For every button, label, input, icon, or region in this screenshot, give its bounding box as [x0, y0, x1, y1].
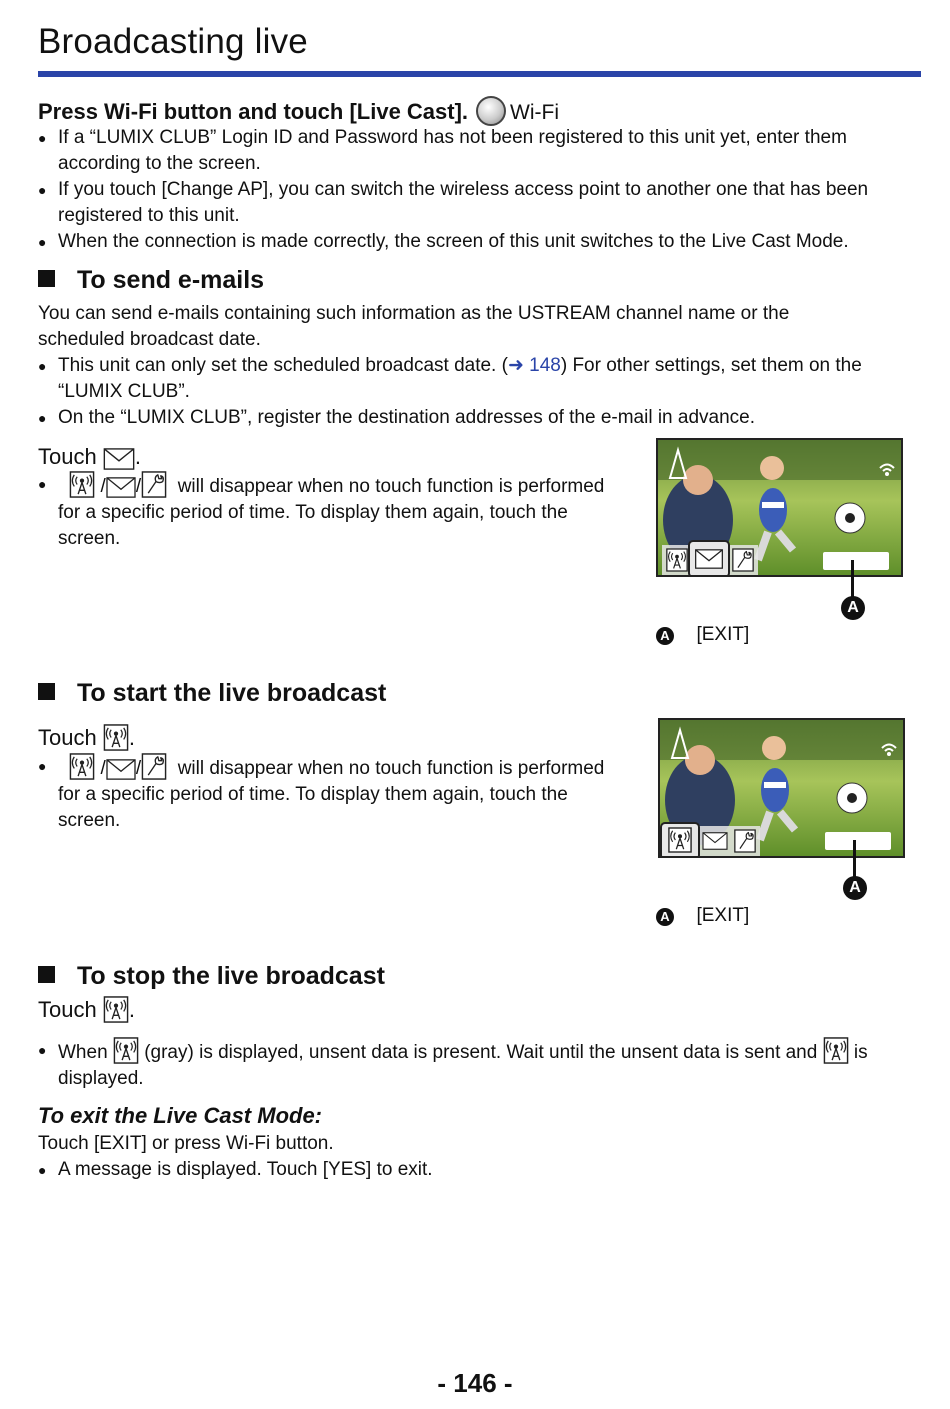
- camera-screen-image: [656, 438, 903, 577]
- step-bullet: ● If you touch [Change AP], you can switch the wireless access point to another one that has been registered to this unit.: [38, 179, 869, 226]
- section-heading-emails: To send e-mails: [38, 266, 264, 295]
- live-cast-icon: [668, 827, 692, 853]
- mail-icon: [103, 448, 135, 470]
- live-cast-icon: [69, 753, 95, 780]
- camera-screen-image: [658, 718, 905, 858]
- live-cast-gray-icon: [113, 1037, 139, 1064]
- marker-a: A: [656, 627, 674, 645]
- section-heading-stop: To stop the live broadcast: [38, 962, 385, 991]
- exit-mode-heading: To exit the Live Cast Mode:: [38, 1103, 323, 1128]
- page-number: - 146 -: [437, 1368, 513, 1398]
- live-cast-icon: [103, 996, 129, 1023]
- mail-icon: [694, 549, 724, 569]
- callout-marker-a: A: [843, 876, 867, 900]
- wrench-icon[interactable]: [732, 548, 754, 572]
- step-bullet: ● When the connection is made correctly, the screen of this unit switches to the Live Cast Mode.: [38, 229, 918, 255]
- bullet-dot: ●: [38, 182, 47, 198]
- step-bullet: ● If a “LUMIX CLUB” Login ID and Password has not been registered to this unit yet, enter them according to the screen.: [38, 127, 847, 174]
- start-touch-line: Touch .: [38, 725, 135, 750]
- step-heading: [38, 96, 559, 126]
- emails-bullet: ● This unit can only set the scheduled broadcast date. (➜ 148) For other settings, set them on the “LUMIX CLUB”.: [38, 355, 862, 402]
- wrench-icon: [141, 471, 167, 498]
- emails-touch-line: Touch .: [38, 444, 141, 469]
- square-bullet-icon: [38, 270, 55, 287]
- live-cast-icon: [103, 724, 129, 751]
- live-cast-button[interactable]: [660, 822, 700, 858]
- emails-intro: You can send e-mails containing such information as the USTREAM channel name or the scheduled broadcast date.: [38, 303, 790, 350]
- live-cast-icon: [823, 1037, 849, 1064]
- bullet-dot: ●: [38, 130, 47, 146]
- emails-icons-note: ● / / will disappear when no touch function is performed for a specific period of time. To display them again, touch the screen.: [38, 471, 628, 552]
- live-cast-icon[interactable]: [666, 548, 688, 572]
- stop-bullet: ● When (gray) is displayed, unsent data is present. Wait until the unsent data is sent and is displayed.: [38, 1037, 923, 1092]
- title-rule: [38, 71, 921, 77]
- marker-a: A: [656, 908, 674, 926]
- legend-exit: A [EXIT]: [656, 905, 749, 927]
- page-link[interactable]: ➜ 148: [507, 355, 561, 376]
- page-title: Broadcasting live: [38, 22, 308, 61]
- live-cast-icon: [69, 471, 95, 498]
- square-bullet-icon: [38, 966, 55, 983]
- exit-button[interactable]: [823, 552, 889, 570]
- emails-bullet: ● On the “LUMIX CLUB”, register the destination addresses of the e-mail in advance.: [38, 407, 756, 428]
- square-bullet-icon: [38, 683, 55, 700]
- stop-touch-line: Touch .: [38, 997, 135, 1022]
- bullet-dot: ●: [38, 234, 47, 250]
- callout-marker-a: A: [841, 596, 865, 620]
- step-text: Press Wi-Fi button and touch [Live Cast].: [38, 99, 469, 124]
- section-heading-start: To start the live broadcast: [38, 679, 386, 708]
- wifi-label: Wi-Fi: [510, 101, 560, 124]
- exit-mode-bullet: ● A message is displayed. Touch [YES] to exit.: [38, 1159, 433, 1180]
- exit-button[interactable]: [825, 832, 891, 850]
- mail-icon[interactable]: [702, 832, 728, 850]
- wrench-icon[interactable]: [734, 829, 756, 853]
- wifi-button-icon: [476, 96, 506, 126]
- mail-icon: [106, 477, 136, 498]
- mail-icon: [106, 759, 136, 780]
- callout-line: [853, 840, 856, 878]
- exit-mode-text: Touch [EXIT] or press Wi-Fi button.: [38, 1133, 334, 1154]
- mail-button[interactable]: [688, 540, 730, 577]
- wrench-icon: [141, 753, 167, 780]
- start-icons-note: ● / / will disappear when no touch function is performed for a specific period of time. To display them again, touch the screen.: [38, 753, 628, 834]
- legend-exit: A [EXIT]: [656, 624, 749, 646]
- callout-line: [851, 560, 854, 598]
